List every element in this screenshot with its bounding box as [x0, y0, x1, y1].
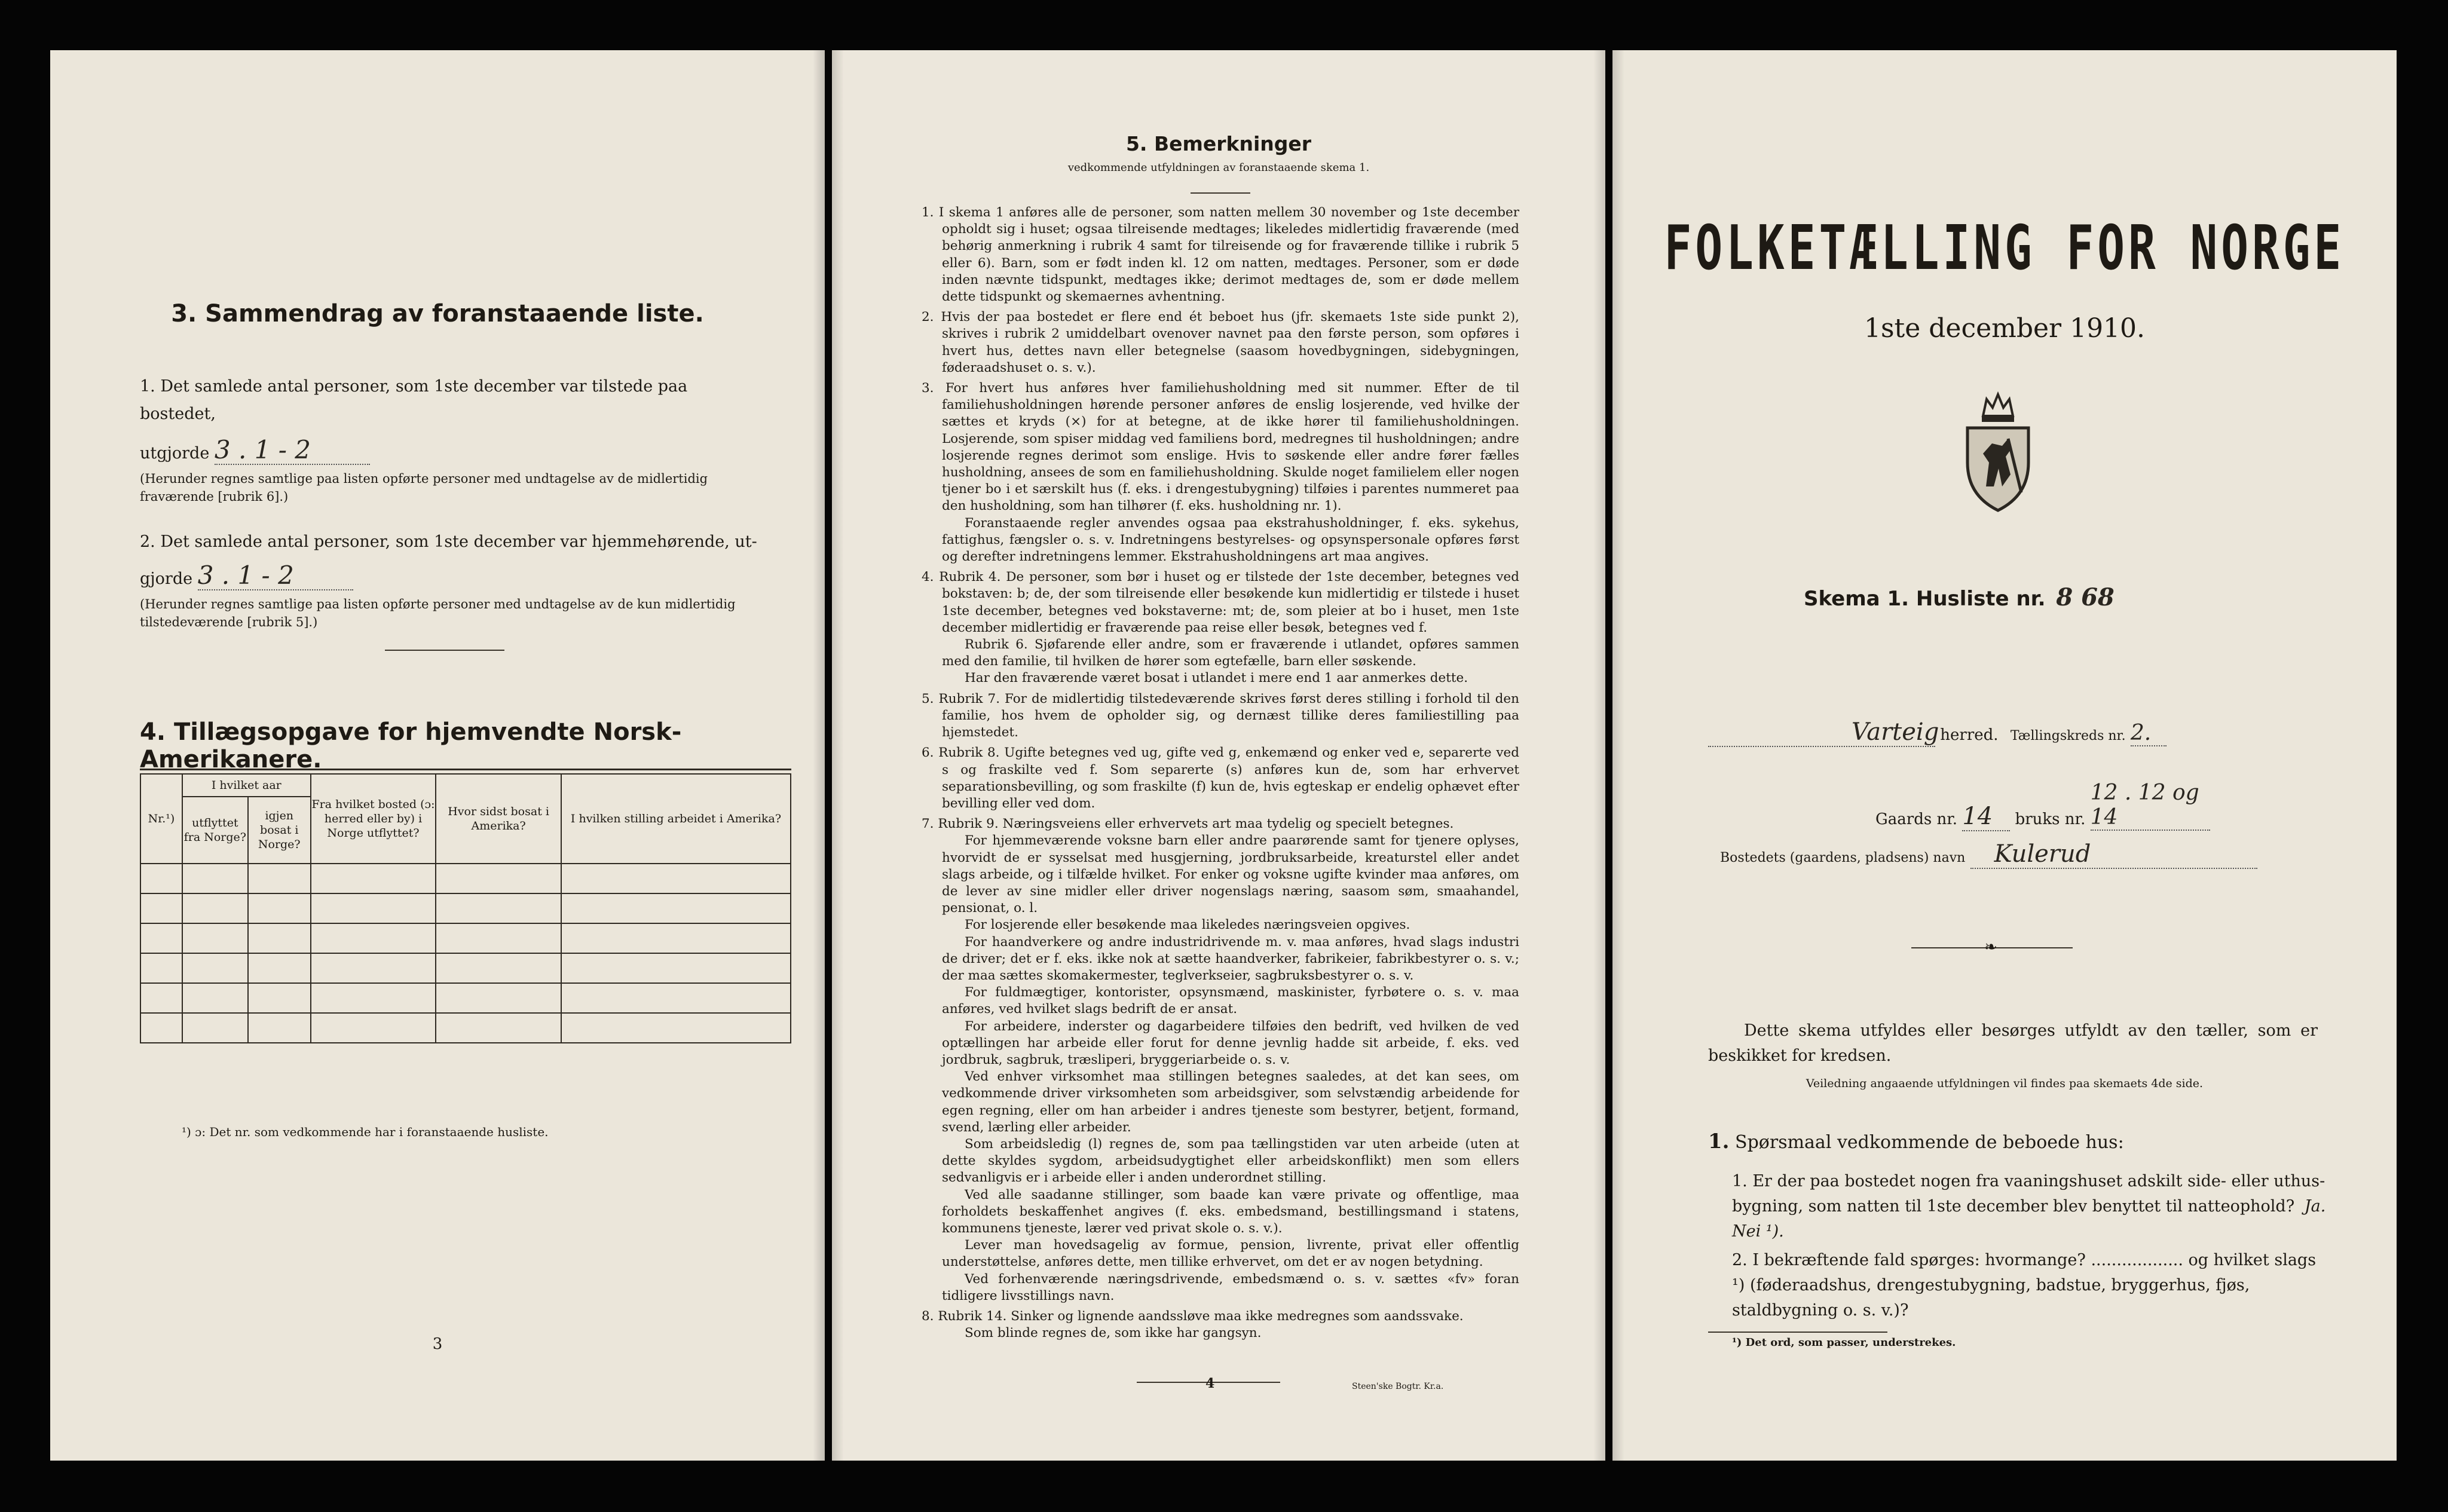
item2-text: 2. Det samlede antal personer, som 1ste december var hjemmehørende, ut-: [140, 532, 757, 551]
question-1-answer: Ja. Nei ¹).: [1732, 1197, 2326, 1241]
section4-title: 4. Tillægsopgave for hjemvendte Norsk-Amerikanere.: [140, 718, 682, 773]
footnote: ¹) Det ord, som passer, understrekes.: [1732, 1336, 1956, 1349]
item2-value: 3 . 1 - 2: [198, 562, 353, 590]
item1-lead: utgjorde: [140, 444, 210, 463]
remark-7b: For hjemmeværende voksne barn eller andre paarørende samt for tjenere oplyses, hvorvidt de er sysselsat med husgjerning, jordbruksarbeide, kreaturstel eller andet slags arbeide, og i tilfælde hvilket. For enker og voksne ugifte kvinder maa anføres, om de lever av sine midler eller driver nogenslags næring, saasom søm, smaahandel, pensionat, o. l.: [942, 833, 1519, 916]
remark-7j: Lever man hovedsagelig av formue, pension, livrente, privat eller offentlig understøttelse, anføres dette, men tillike erhvervet, om det er av nogen betydning.: [942, 1238, 1519, 1270]
herred-value: Varteig: [1708, 718, 1935, 747]
herred-line: [1708, 718, 2306, 747]
col-position: I hvilken stilling arbeidet i Amerika?: [561, 774, 791, 864]
item1-value: 3 . 1 - 2: [215, 436, 370, 465]
table-row: [140, 923, 791, 953]
remark-8b: Som blinde regnes de, som ikke har gangsyn.: [965, 1326, 1262, 1341]
bosted-label: Bostedets (gaardens, pladsens) navn: [1720, 850, 1966, 865]
col-returned: igjen bosat i Norge?: [248, 797, 311, 864]
kreds-label: Tællingskreds nr.: [2010, 729, 2126, 743]
title-rule: [1191, 192, 1250, 194]
remark-1: 1. I skema 1 anføres alle de personer, som natten mellem 30 november og 1ste december opholdt sig i huset; ogsaa tilreisende medtages; likeledes midlertidig fraværende (med behørig anmerkning i rubrik 4 samt for tilreisende og for fraværende tillike i rubrik 5 eller 6). Barn, som er født inden kl. 12 om natten, medtages. Personer, som er døde inden nævnte tidspunkt, medtages ikke; derimot medtages de, som er døde mellem dette tidspunkt og skemaernes avhentning.: [922, 205, 1519, 305]
remarks-subtitle: vedkommende utfyldningen av foranstaaende skema 1.: [1067, 161, 1370, 174]
section3-title: 3. Sammendrag av foranstaaende liste.: [171, 300, 704, 328]
table-footnote: ¹) ɔ: Det nr. som vedkommende har i foranstaaende husliste.: [182, 1125, 549, 1139]
remark-7g: Ved enhver virksomhet maa stillingen betegnes saaledes, at det kan sees, om vedkommende driver virksomheten som arbeidsgiver, som selvstændig arbeidende for egen regning, eller om han arbeider i andres tjeneste som bestyrer, betjent, formand, svend, lærling eller arbeider.: [942, 1069, 1519, 1135]
table-row: [140, 1013, 791, 1043]
item1-note: (Herunder regnes samtlige paa listen opførte personer med undtagelse av de midlertidig fraværende [rubrik 6].): [140, 472, 708, 504]
remark-4b: Rubrik 6. Sjøfarende eller andre, som er fraværende i utlandet, opføres sammen med den familie, til hvilken de hører som egtefælle, barn eller søskende.: [942, 637, 1519, 669]
right-page: [1612, 50, 2397, 1461]
questions-heading-num: 1.: [1708, 1130, 1730, 1153]
census-title: FOLKETÆLLING FOR NORGE: [1664, 212, 2345, 284]
remark-6: 6. Rubrik 8. Ugifte betegnes ved ug, gifte ved g, enkemænd og enker ved e, separerte ved s og fraskilte ved f. Som separerte (s) anføres kun de, som har erhvervet separationsbevilling, og som fraskilte (f) kun de, hvis egteskap er endelig ophævet efter bevilling eller ved dom.: [922, 745, 1519, 811]
col-where-last: Hvor sidst bosat i Amerika?: [436, 774, 561, 864]
col-from-where: Fra hvilket bosted (ɔ: herred eller by) i Norge utflyttet?: [311, 774, 436, 864]
bosted-line: [1720, 840, 2257, 869]
item1-text: 1. Det samlede antal personer, som 1ste december var tilstede paa bostedet,: [140, 377, 688, 423]
ornament-icon: ❧: [1984, 938, 1997, 956]
col-nr: Nr.¹): [140, 774, 182, 864]
remark-7c: For losjerende eller besøkende maa likeledes næringsveien opgives.: [965, 917, 1410, 933]
table-row: [140, 953, 791, 983]
item2-lead: gjorde: [140, 570, 193, 588]
col-group-year: I hvilket aar: [182, 774, 311, 797]
remark-5: 5. Rubrik 7. For de midlertidig tilstedeværende skrives først deres stilling i forhold til den familie, hos hvem de opholder sig, og dernæst tillike deres familiestilling paa hjemstedet.: [922, 691, 1519, 740]
question-2: 2. I bekræftende fald spørges: hvormange? .................. og hvilket slags ¹) (føderaadshus, drengestubygning, badstue, bryggerhus, fjøs, staldbygning o. s. v.)?: [1732, 1251, 2317, 1320]
norway-coat-of-arms-icon: [1959, 391, 2037, 513]
remark-7h: Som arbeidsledig (l) regnes de, som paa tællingstiden var uten arbeide (uten at dette skyldes sygdom, arbeidsudygtighet eller arbeidskonflikt) men som ellers sedvanligvis er i arbeide eller i anden underordnet stilling.: [942, 1136, 1519, 1186]
col-emigrated: utflyttet fra Norge?: [182, 797, 248, 864]
item2-note: (Herunder regnes samtlige paa listen opførte personer med undtagelse av de kun midlertidig tilstedeværende [rubrik 5].): [140, 597, 736, 629]
divider: [385, 650, 504, 651]
remark-7d: For haandverkere og andre industridrivende m. v. maa anføres, hvad slags industri de driver; det er f. eks. ikke nok at sætte haandverker, fabrikeier, fabrikbestyrer o. s. v.; der maa sættes skomakermester, teglverkseier, sagbruksbestyrer o. s. v.: [942, 934, 1519, 983]
table-top-rule: [140, 769, 791, 770]
remarks-title: 5. Bemerkninger: [1125, 132, 1312, 155]
remark-7i: Ved alle saadanne stillinger, som baade kan være private og offentlige, maa forholdets beskaffenhet angives (f. eks. embedsmand, bestillingsmand i statens, kommunens tjeneste, lærer ved privat skole o. s. v.).: [942, 1187, 1519, 1236]
remark-2: 2. Hvis der paa bostedet er flere end ét beboet hus (jfr. skemaets 1ste side punkt 2), skrives i rubrik 2 umiddelbart ovenover navnet paa den første person, som opføres i hvert hus, dettes navn eller betegnelse (saasom hovedbygningen, sidebygningen, føderaadshuset o. s. v.).: [922, 310, 1519, 375]
intro-text: Dette skema utfyldes eller besørges utfyldt av den tæller, som er beskikket for kredsen.: [1708, 1021, 2318, 1065]
remark-4c: Har den fraværende været bosat i utlandet i mere end 1 aar anmerkes dette.: [965, 671, 1468, 686]
remark-7k: Ved forhenværende næringsdrivende, embedsmænd o. s. v. sættes «fv» foran tidligere livsstillings navn.: [942, 1271, 1519, 1303]
skema-line: [1804, 583, 2115, 611]
remark-7: 7. Rubrik 9. Næringsveiens eller erhvervets art maa tydelig og specielt betegnes.: [922, 816, 1454, 832]
skema-label: Skema 1. Husliste nr.: [1804, 587, 2046, 611]
question-1-text: 1. Er der paa bostedet nogen fra vaaningshuset adskilt side- eller uthus-bygning, som natten til 1ste december blev benyttet til natteophold?: [1732, 1172, 2325, 1216]
intro-note: Veiledning angaaende utfyldningen vil findes paa skemaets 4de side.: [1806, 1077, 2204, 1090]
table-row: [140, 893, 791, 923]
questions-heading-text: Spørsmaal vedkommende de beboede hus:: [1735, 1132, 2124, 1153]
question-1: [1732, 1169, 2330, 1244]
herred-label: herred.: [1940, 726, 1999, 744]
husliste-nr: 8 68: [2056, 583, 2115, 611]
page-number: 4: [1205, 1376, 1215, 1391]
summary-item-2: [140, 528, 761, 631]
norsk-amerikanere-table: [140, 773, 791, 1043]
remarks-list: [922, 204, 1519, 1342]
remark-7e: For fuldmægtiger, kontorister, opsynsmænd, maskinister, fyrbøtere o. s. v. maa anføres, ved hvilket slags bedrift de er ansat.: [942, 985, 1519, 1017]
middle-page: [832, 50, 1605, 1461]
page-number: 3: [432, 1335, 443, 1353]
remark-3: 3. For hvert hus anføres hver familiehusholdning med sit nummer. Efter de til familiehusholdningen hørende personer anføres de enslig losjerende, ved hvilke der sættes et kryds (×) for at betegne, at de ikke hører til familiehusholdningen. Losjerende, som spiser middag ved familiens bord, medregnes til husholdningen; andre losjerende regnes derimot som enslige. Hvis to søskende eller andre fører fælles husholdning, ansees de som en familiehusholdning. Skulde noget familielem eller nogen tjener bo i et særskilt hus (f. eks. i drengestubygning) tilføies i parentes nummeret paa den husholdning, som han tilhører (f. eks. husholdning nr. 1).: [922, 381, 1519, 514]
census-date: 1ste december 1910.: [1863, 313, 2146, 344]
footnote-rule: [1708, 1332, 1887, 1333]
questions-heading: [1708, 1130, 2124, 1153]
remark-3b: Foranstaaende regler anvendes ogsaa paa ekstrahusholdninger, f. eks. sykehus, fattighus, fængsler o. s. v. Indretningens bestyrelses- og opsynspersonale opføres først og derefter indretningens lemmer. Ekstrahusholdningens art maa angives.: [942, 515, 1519, 565]
summary-item-1: [140, 373, 761, 506]
table-row: [140, 983, 791, 1013]
bosted-value: Kulerud: [1970, 840, 2257, 869]
remark-8: 8. Rubrik 14. Sinker og lignende aandssløve maa ikke medregnes som aandssvake.: [922, 1309, 1464, 1324]
left-page: [50, 50, 825, 1461]
bruks-label: bruks nr.: [2015, 810, 2086, 828]
gaards-label: Gaards nr.: [1875, 810, 1958, 828]
table-row: [140, 864, 791, 893]
printer-mark: Steen'ske Bogtr. Kr.a.: [1352, 1382, 1444, 1391]
remark-7f: For arbeidere, inderster og dagarbeidere tilføies den bedrift, ved hvilken de ved optællingen har arbeide eller forut for denne jevnlig hadde sit arbeide, f. eks. ved jordbruk, sagbruk, træsliperi, bryggeriarbeide o. s. v.: [942, 1018, 1519, 1067]
remark-4: 4. Rubrik 4. De personer, som bør i huset og er tilstede der 1ste december, betegnes ved bokstaven: b; de, der som tilreisende eller besøkende kun midlertidig er tilstede i huset 1ste december, betegnes ved bokstaverne: mt; de, som pleier at bo i huset, men 1ste december midlertidig er fraværende paa reise eller besøk, betegnes ved f.: [922, 570, 1519, 635]
gaards-value: 14: [1962, 803, 2010, 831]
kreds-value: 2.: [2131, 721, 2167, 746]
bruks-value: 12 . 12 og 14: [2091, 781, 2210, 831]
gaards-line: [1875, 781, 2210, 831]
